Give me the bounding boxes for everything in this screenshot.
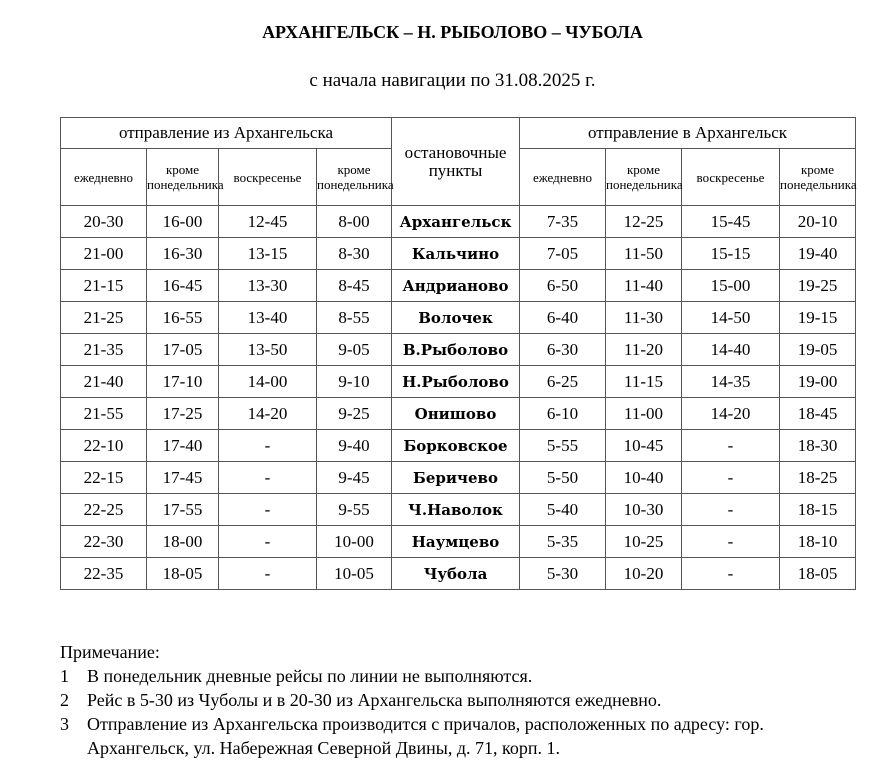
departure-from-time: 20-30 (61, 206, 147, 238)
departure-from-time: 17-55 (147, 494, 219, 526)
departure-to-time: 11-40 (606, 270, 682, 302)
departure-to-time: 10-30 (606, 494, 682, 526)
departure-to-time: 14-35 (682, 366, 780, 398)
departure-from-time: - (219, 526, 317, 558)
departure-from-time: 22-25 (61, 494, 147, 526)
departure-to-time: - (682, 462, 780, 494)
departure-to-time: 20-10 (780, 206, 856, 238)
departure-to-time: 14-40 (682, 334, 780, 366)
departure-to-time: 19-00 (780, 366, 856, 398)
departure-from-time: 17-40 (147, 430, 219, 462)
departure-from-time: 22-35 (61, 558, 147, 590)
departure-to-time: 19-15 (780, 302, 856, 334)
departure-from-time: 18-00 (147, 526, 219, 558)
schedule-subtitle: с начала навигации по 31.08.2025 г. (309, 70, 596, 91)
departure-to-time: 19-05 (780, 334, 856, 366)
departure-from-time: 17-10 (147, 366, 219, 398)
departure-to-time: 6-50 (520, 270, 606, 302)
departure-from-time: 21-15 (61, 270, 147, 302)
departure-to-time: 10-40 (606, 462, 682, 494)
departure-from-time: 21-25 (61, 302, 147, 334)
stop-name: Онишово (392, 398, 520, 430)
departure-to-time: 15-00 (682, 270, 780, 302)
departure-from-time: 16-30 (147, 238, 219, 270)
departure-to-time: 11-15 (606, 366, 682, 398)
note-item (60, 664, 860, 688)
departure-from-time: 8-45 (317, 270, 392, 302)
stop-name: Волочек (392, 302, 520, 334)
departure-from-time: 13-30 (219, 270, 317, 302)
header-col-except-monday: кроме понедельника (606, 149, 682, 206)
departure-from-time: 9-25 (317, 398, 392, 430)
schedule-table (60, 117, 856, 590)
departure-from-time: 9-55 (317, 494, 392, 526)
departure-from-time: 9-40 (317, 430, 392, 462)
departure-to-time: 6-30 (520, 334, 606, 366)
departure-from-time: 16-00 (147, 206, 219, 238)
departure-to-time: 18-15 (780, 494, 856, 526)
departure-from-time: 8-00 (317, 206, 392, 238)
departure-to-time: 6-40 (520, 302, 606, 334)
stop-name: Ч.Наволок (392, 494, 520, 526)
table-row (61, 238, 856, 270)
table-row (61, 398, 856, 430)
departure-to-time: 5-35 (520, 526, 606, 558)
departure-to-time: 10-20 (606, 558, 682, 590)
departure-to-time: 18-05 (780, 558, 856, 590)
note-text: В понедельник дневные рейсы по линии не выполняются. (87, 666, 533, 686)
departure-to-time: 7-05 (520, 238, 606, 270)
departure-from-time: - (219, 494, 317, 526)
departure-to-time: 18-10 (780, 526, 856, 558)
departure-from-time: 8-55 (317, 302, 392, 334)
header-col-except-monday: кроме понедельника (317, 149, 392, 206)
note-number: 1 (60, 666, 69, 686)
departure-from-time: - (219, 558, 317, 590)
table-row (61, 334, 856, 366)
departure-to-time: 5-30 (520, 558, 606, 590)
header-col-sunday: воскресенье (682, 149, 780, 206)
departure-to-time: 11-20 (606, 334, 682, 366)
departure-from-time: 9-10 (317, 366, 392, 398)
departure-from-time: 17-05 (147, 334, 219, 366)
stop-name: Н.Рыболово (392, 366, 520, 398)
departure-from-time: 16-45 (147, 270, 219, 302)
table-row (61, 430, 856, 462)
departure-to-time: 14-20 (682, 398, 780, 430)
header-col-sunday: воскресенье (219, 149, 317, 206)
schedule-title: АРХАНГЕЛЬСК – Н. РЫБОЛОВО – ЧУБОЛА (262, 22, 643, 42)
departure-from-time: 13-40 (219, 302, 317, 334)
departure-to-time: 10-25 (606, 526, 682, 558)
departure-from-time: 9-45 (317, 462, 392, 494)
departure-from-time: 22-15 (61, 462, 147, 494)
stop-name: Архангельск (392, 206, 520, 238)
departure-to-time: 6-10 (520, 398, 606, 430)
notes-heading: Примечание: (60, 642, 160, 662)
table-row (61, 494, 856, 526)
departure-to-time: - (682, 526, 780, 558)
departure-to-time: 11-30 (606, 302, 682, 334)
header-col-except-monday: кроме понедельника (780, 149, 856, 206)
departure-to-time: 5-50 (520, 462, 606, 494)
table-row (61, 270, 856, 302)
table-row (61, 558, 856, 590)
table-row (61, 366, 856, 398)
departure-from-time: 14-00 (219, 366, 317, 398)
stop-name: В.Рыболово (392, 334, 520, 366)
header-col-daily: ежедневно (520, 149, 606, 206)
table-row (61, 302, 856, 334)
departure-to-time: 18-25 (780, 462, 856, 494)
departure-from-time: - (219, 430, 317, 462)
departure-from-time: 21-55 (61, 398, 147, 430)
departure-from-time: 10-05 (317, 558, 392, 590)
note-text: Рейс в 5-30 из Чуболы и в 20-30 из Архангельска выполняются ежедневно. (87, 690, 662, 710)
stop-name: Наумцево (392, 526, 520, 558)
departure-to-time: 11-50 (606, 238, 682, 270)
note-item (60, 712, 860, 760)
departure-from-time: 9-05 (317, 334, 392, 366)
departure-from-time: 21-00 (61, 238, 147, 270)
header-stops: остановочные пункты (392, 118, 520, 206)
departure-from-time: 16-55 (147, 302, 219, 334)
departure-to-time: 5-40 (520, 494, 606, 526)
notes (60, 640, 860, 760)
stop-name: Андрианово (392, 270, 520, 302)
note-item (60, 688, 860, 712)
departure-to-time: 15-45 (682, 206, 780, 238)
departure-from-time: 21-35 (61, 334, 147, 366)
departure-from-time: 13-15 (219, 238, 317, 270)
departure-to-time: 6-25 (520, 366, 606, 398)
departure-to-time: 12-25 (606, 206, 682, 238)
note-number: 2 (60, 690, 69, 710)
note-number: 3 (60, 714, 69, 734)
departure-to-time: - (682, 558, 780, 590)
header-col-daily: ежедневно (61, 149, 147, 206)
departure-from-time: 17-45 (147, 462, 219, 494)
departure-to-time: 19-25 (780, 270, 856, 302)
departure-from-time: - (219, 462, 317, 494)
departure-to-time: 14-50 (682, 302, 780, 334)
schedule-body (61, 206, 856, 590)
stop-name: Беричево (392, 462, 520, 494)
departure-from-time: 21-40 (61, 366, 147, 398)
table-row (61, 526, 856, 558)
departure-to-time: 15-15 (682, 238, 780, 270)
departure-from-time: 22-30 (61, 526, 147, 558)
departure-to-time: - (682, 494, 780, 526)
departure-from-time: 12-45 (219, 206, 317, 238)
note-text: Отправление из Архангельска производится с причалов, расположенных по адресу: гор. Архангельск, ул. Набережная Северной Двины, д. 71, корп. 1. (87, 714, 764, 758)
table-row (61, 462, 856, 494)
departure-to-time: 18-30 (780, 430, 856, 462)
departure-from-time: 22-10 (61, 430, 147, 462)
header-col-except-monday: кроме понедельника (147, 149, 219, 206)
departure-from-time: 10-00 (317, 526, 392, 558)
departure-to-time: 11-00 (606, 398, 682, 430)
departure-to-time: - (682, 430, 780, 462)
departure-from-time: 13-50 (219, 334, 317, 366)
departure-to-time: 5-55 (520, 430, 606, 462)
stop-name: Кальчино (392, 238, 520, 270)
departure-to-time: 18-45 (780, 398, 856, 430)
header-from-archangelsk: отправление из Архангельска (61, 118, 392, 149)
departure-to-time: 19-40 (780, 238, 856, 270)
departure-from-time: 8-30 (317, 238, 392, 270)
departure-to-time: 7-35 (520, 206, 606, 238)
header-to-archangelsk: отправление в Архангельск (520, 118, 856, 149)
departure-from-time: 17-25 (147, 398, 219, 430)
departure-to-time: 10-45 (606, 430, 682, 462)
departure-from-time: 18-05 (147, 558, 219, 590)
table-row (61, 206, 856, 238)
stop-name: Борковское (392, 430, 520, 462)
departure-from-time: 14-20 (219, 398, 317, 430)
stop-name: Чубола (392, 558, 520, 590)
